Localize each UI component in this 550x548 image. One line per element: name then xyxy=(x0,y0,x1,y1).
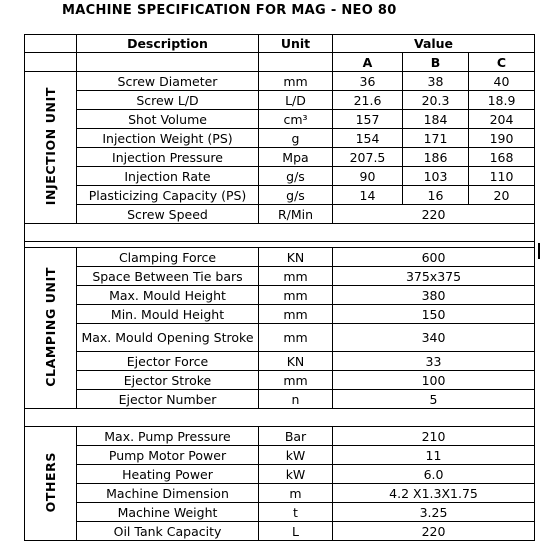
table-row xyxy=(25,446,535,465)
row-unit: R/Min xyxy=(259,205,333,224)
row-value-b: 186 xyxy=(403,148,469,167)
row-desc: Min. Mould Height xyxy=(77,305,259,324)
row-value-b: 184 xyxy=(403,110,469,129)
row-unit: mm xyxy=(259,371,333,390)
table-row xyxy=(25,72,535,91)
row-unit: KN xyxy=(259,352,333,371)
table-row xyxy=(25,91,535,110)
row-desc: Max. Mould Height xyxy=(77,286,259,305)
row-value: 6.0 xyxy=(333,465,535,484)
row-unit: KN xyxy=(259,248,333,267)
row-desc: Injection Rate xyxy=(77,167,259,186)
row-desc: Max. Pump Pressure xyxy=(77,427,259,446)
row-value-a: 157 xyxy=(333,110,403,129)
spec-table xyxy=(24,34,535,541)
table-row xyxy=(25,286,535,305)
row-desc: Ejector Force xyxy=(77,352,259,371)
subheader-blank xyxy=(259,53,333,72)
header-value: Value xyxy=(333,35,535,53)
row-value-c: 204 xyxy=(469,110,535,129)
row-unit: n xyxy=(259,390,333,409)
header-row xyxy=(25,35,535,53)
row-value: 340 xyxy=(333,324,535,352)
row-desc: Screw L/D xyxy=(77,91,259,110)
row-value-b: 38 xyxy=(403,72,469,91)
table-row xyxy=(25,110,535,129)
row-unit: mm xyxy=(259,305,333,324)
table-row xyxy=(25,352,535,371)
section-label-others: OTHERS xyxy=(43,452,58,513)
row-value-b: 16 xyxy=(403,186,469,205)
row-unit: L/D xyxy=(259,91,333,110)
row-desc: Space Between Tie bars xyxy=(77,267,259,286)
row-desc: Shot Volume xyxy=(77,110,259,129)
row-desc: Screw Speed xyxy=(77,205,259,224)
row-unit: mm xyxy=(259,286,333,305)
table-row xyxy=(25,503,535,522)
table-row xyxy=(25,148,535,167)
row-desc: Screw Diameter xyxy=(77,72,259,91)
header-col-a: A xyxy=(333,53,403,72)
row-value-c: 18.9 xyxy=(469,91,535,110)
row-value-c: 168 xyxy=(469,148,535,167)
row-value-c: 190 xyxy=(469,129,535,148)
section-label-clamping: CLAMPING UNIT xyxy=(43,267,58,387)
row-desc: Clamping Force xyxy=(77,248,259,267)
section-label-injection: INJECTION UNIT xyxy=(43,87,58,206)
spacer-row xyxy=(25,409,535,427)
row-value-c: 40 xyxy=(469,72,535,91)
table-row xyxy=(25,205,535,224)
row-desc: Machine Weight xyxy=(77,503,259,522)
table-row xyxy=(25,186,535,205)
row-unit: cm³ xyxy=(259,110,333,129)
row-desc: Plasticizing Capacity (PS) xyxy=(77,186,259,205)
row-value: 600 xyxy=(333,248,535,267)
table-row xyxy=(25,484,535,503)
row-value-b: 171 xyxy=(403,129,469,148)
row-desc: Oil Tank Capacity xyxy=(77,522,259,541)
table-row xyxy=(25,248,535,267)
header-col-b: B xyxy=(403,53,469,72)
row-value: 380 xyxy=(333,286,535,305)
row-desc: Max. Mould Opening Stroke xyxy=(77,324,259,352)
row-unit: kW xyxy=(259,446,333,465)
row-value: 5 xyxy=(333,390,535,409)
row-value-a: 14 xyxy=(333,186,403,205)
row-value: 100 xyxy=(333,371,535,390)
row-value-a: 36 xyxy=(333,72,403,91)
row-value: 220 xyxy=(333,522,535,541)
row-unit: mm xyxy=(259,72,333,91)
row-value-a: 21.6 xyxy=(333,91,403,110)
table-row xyxy=(25,522,535,541)
row-unit: L xyxy=(259,522,333,541)
table-row xyxy=(25,324,535,352)
table-row xyxy=(25,427,535,446)
section-clamping-unit xyxy=(25,248,77,409)
spacer-cell xyxy=(25,409,535,427)
row-value: 210 xyxy=(333,427,535,446)
row-desc: Injection Pressure xyxy=(77,148,259,167)
table-row xyxy=(25,167,535,186)
row-desc: Machine Dimension xyxy=(77,484,259,503)
section-others xyxy=(25,427,77,541)
row-unit: g/s xyxy=(259,167,333,186)
row-unit: Mpa xyxy=(259,148,333,167)
row-value: 11 xyxy=(333,446,535,465)
row-value: 3.25 xyxy=(333,503,535,522)
row-unit: mm xyxy=(259,267,333,286)
row-value-a: 154 xyxy=(333,129,403,148)
table-row xyxy=(25,465,535,484)
row-unit: mm xyxy=(259,324,333,352)
section-injection-unit xyxy=(25,72,77,224)
row-value-c: 110 xyxy=(469,167,535,186)
row-unit: kW xyxy=(259,465,333,484)
header-blank xyxy=(25,35,77,53)
page-title: MACHINE SPECIFICATION FOR MAG - NEO 80 xyxy=(62,3,397,18)
header-unit: Unit xyxy=(259,35,333,53)
row-desc: Ejector Number xyxy=(77,390,259,409)
row-desc: Injection Weight (PS) xyxy=(77,129,259,148)
row-unit: Bar xyxy=(259,427,333,446)
row-value: 150 xyxy=(333,305,535,324)
table-row xyxy=(25,305,535,324)
table-row xyxy=(25,390,535,409)
table-row xyxy=(25,371,535,390)
row-value: 375x375 xyxy=(333,267,535,286)
row-unit: g/s xyxy=(259,186,333,205)
spacer-cell xyxy=(25,224,535,242)
row-unit: g xyxy=(259,129,333,148)
row-value-a: 90 xyxy=(333,167,403,186)
spacer-row xyxy=(25,224,535,242)
header-col-c: C xyxy=(469,53,535,72)
row-value-b: 103 xyxy=(403,167,469,186)
row-desc: Pump Motor Power xyxy=(77,446,259,465)
row-value: 220 xyxy=(333,205,535,224)
subheader-row xyxy=(25,53,535,72)
header-description: Description xyxy=(77,35,259,53)
table-row xyxy=(25,267,535,286)
row-value: 33 xyxy=(333,352,535,371)
row-desc: Ejector Stroke xyxy=(77,371,259,390)
row-value: 4.2 X1.3X1.75 xyxy=(333,484,535,503)
row-unit: m xyxy=(259,484,333,503)
row-value-b: 20.3 xyxy=(403,91,469,110)
row-unit: t xyxy=(259,503,333,522)
text-cursor xyxy=(538,243,540,259)
row-value-c: 20 xyxy=(469,186,535,205)
subheader-blank xyxy=(77,53,259,72)
table-row xyxy=(25,129,535,148)
row-value-a: 207.5 xyxy=(333,148,403,167)
row-desc: Heating Power xyxy=(77,465,259,484)
subheader-blank xyxy=(25,53,77,72)
